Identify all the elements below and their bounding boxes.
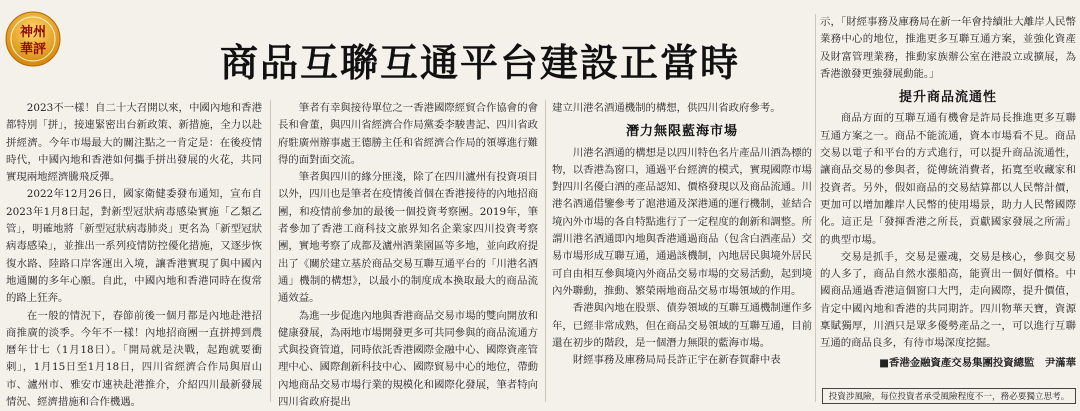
- column-divider: [815, 14, 816, 402]
- subheading: 提升商品流通性: [898, 90, 997, 106]
- paragraph: 商品方面的互聯互通有機會是許局長推進更多互聯互通方案之一。商品不能流通，資本市場看不見。商品交易以電子和平台的方式進行，可以提升商品流通性，讓商品交易的參與者，從傳統消費者，拓寬至收藏家和投資者。另外，假如商品的交易結算都以人民幣計價，更加可以增加離岸人民幣的使用場景，助力人民幣國際化。這正是「發揮香港之所長，貢獻國家發展之所需」的典型市場。: [820, 112, 1076, 246]
- paragraph: 2022年12月26日，國家衛健委發布通知，宣布自2023年1月8日起，對新型冠狀病毒感染實施「乙類乙管」，明確地將「新型冠狀病毒肺炎」更名為「新型冠狀病毒感染」，並推出一系列疫情防控優化措施，又逐步恢復水路、陸路口岸客運出入境，讓香港實現了與中國內地通關的多年心願。自此，中國內地和香港同時在復常的路上狂奔。: [6, 188, 262, 305]
- article-column-3: [552, 100, 812, 369]
- paragraph: 香港與內地在股票、債券領域的互聯互通機制運作多年，已經非常成熟，但在商品交易領域的互聯互通，目前還在初步的階段，是一個潛力無限的藍海市場。: [552, 302, 812, 349]
- svg-text:華評: 華評: [19, 42, 47, 57]
- paragraph: 2023不一樣！自二十大召開以來，中國內地和香港都特別「拼」，接連緊密出台新政策、新措施，全力以赴拼經濟。今年市場最大的關注點之一肯定是：在後疫情時代，中國內地和香港如何攜手拼出發展的火花，共同實現兩地經濟騰飛反彈。: [6, 102, 262, 184]
- article-column-2: [278, 100, 538, 411]
- subheading: 潛力無限藍海市場: [625, 124, 738, 140]
- paragraph: 川港名酒通的構想是以四川特色名片產品川酒為標的物，以香港為窗口，通過平台經濟的模式，實現國際市場對四川名優白酒的產品認知、價格發現以及商品流通。川港名酒通借鑒參考了滬港通及深港通的運行機制，並結合境內外市場的各自特點進行了一定程度的創新和調整。所謂川港名酒通即內地與香港通過商品（包含白酒產品）交易市場形成互聯互通，通過該機制，內地居民與境外居民可自由相互參與境內外商品交易市場的交易活動，起到境內外聯動，推動、繁榮兩地商品交易市場領域的作用。: [552, 146, 812, 297]
- svg-text:神州: 神州: [19, 25, 47, 40]
- column-divider: [270, 100, 271, 402]
- article-column-4: [820, 14, 1076, 372]
- author-byline: ■香港金融資產交易集團投資總監 尹滿華: [879, 356, 1076, 369]
- paragraph: 為進一步促進內地與香港商品交易市場的雙向開放和健康發展，為兩地市場開發更多可共同參與的商品流通方式與投資管道，同時依託香港國際金融中心、國際資產管理中心、國際創新科技中心、國際貿易中心的地位，帶動內地商品交易市場行業的規模化和國際化發展，筆者特向四川省政府提出: [278, 309, 538, 409]
- paragraph: 示，「財經事務及庫務局在新一年會持續壯大離岸人民幣業務中心的地位，推進更多互聯互通方案，並強化資產及財富管理業務，推動家族辦公室在港設立或擴展，為香港激發更強發展動能。」: [820, 16, 1076, 80]
- paragraph: 筆者與四川的緣分匪淺，除了在四川瀘州有投資項目以外，四川也是筆者在疫情後首個在香港接待的內地招商團，和疫情前參加的最後一個投資考察團。2019年，筆者參加了香港工商科技文旅界知名企業家四川投資考察團，實地考察了成都及瀘州酒業園區等多地，並向政府提出了《關於建立基於商品交易互聯互通平台的「川港名酒通」機制的構想》，以最小的制度成本換取最大的商品流通效益。: [278, 171, 538, 305]
- paragraph: 交易是抓手，交易是靈魂，交易是核心，參與交易的人多了，商品自然水漲船高，能賣出一個好價格。中國商品通過香港這個窗口大門，走向國際，提升價值，肯定中國內地和香港的共同期許。四川物華天寶，資源稟賦獨厚，川酒只是眾多優勢產品之一，可以進行互聯互通的商品良多，有待市場深度挖掘。: [820, 250, 1076, 350]
- paragraph: 財經事務及庫務局局長許正宇在新春賀辭中表: [572, 354, 781, 367]
- article-column-1: [6, 100, 262, 411]
- column-divider: [545, 100, 546, 402]
- paragraph: 筆者有幸與接待單位之一香港國際經貿合作協會的會長和會董，與四川省經濟合作局黨委李駿書記、四川省政府駐廣州辦事處王德勝主任和省經濟合作局的領導進行難得的面對面交流。: [278, 102, 538, 166]
- column-logo: [4, 6, 62, 72]
- paragraph: 建立川港名酒通機制的構想，供四川省政府參考。: [552, 102, 781, 114]
- logo-badge-icon: [4, 6, 62, 72]
- page-title: 商品互聯互通平台建設正當時: [220, 40, 741, 85]
- risk-disclaimer: 投資涉風險，每位投資者承受風險程度不一，務必要獨立思考。: [822, 388, 1076, 404]
- paragraph: 在一般的情況下，春節前後一個月都是內地赴港招商推廣的淡季。今年不一樣！內地招商團一直拼搏到農曆年廿七（1月18日）。「開局就是決戰，起跑就要衝刺」，1月15日至1月18日，四川省經濟合作局與眉山市、瀘州市、雅安市連袂赴港推介，介紹四川最新發展情況、經濟措施和合作機遇。: [6, 309, 262, 409]
